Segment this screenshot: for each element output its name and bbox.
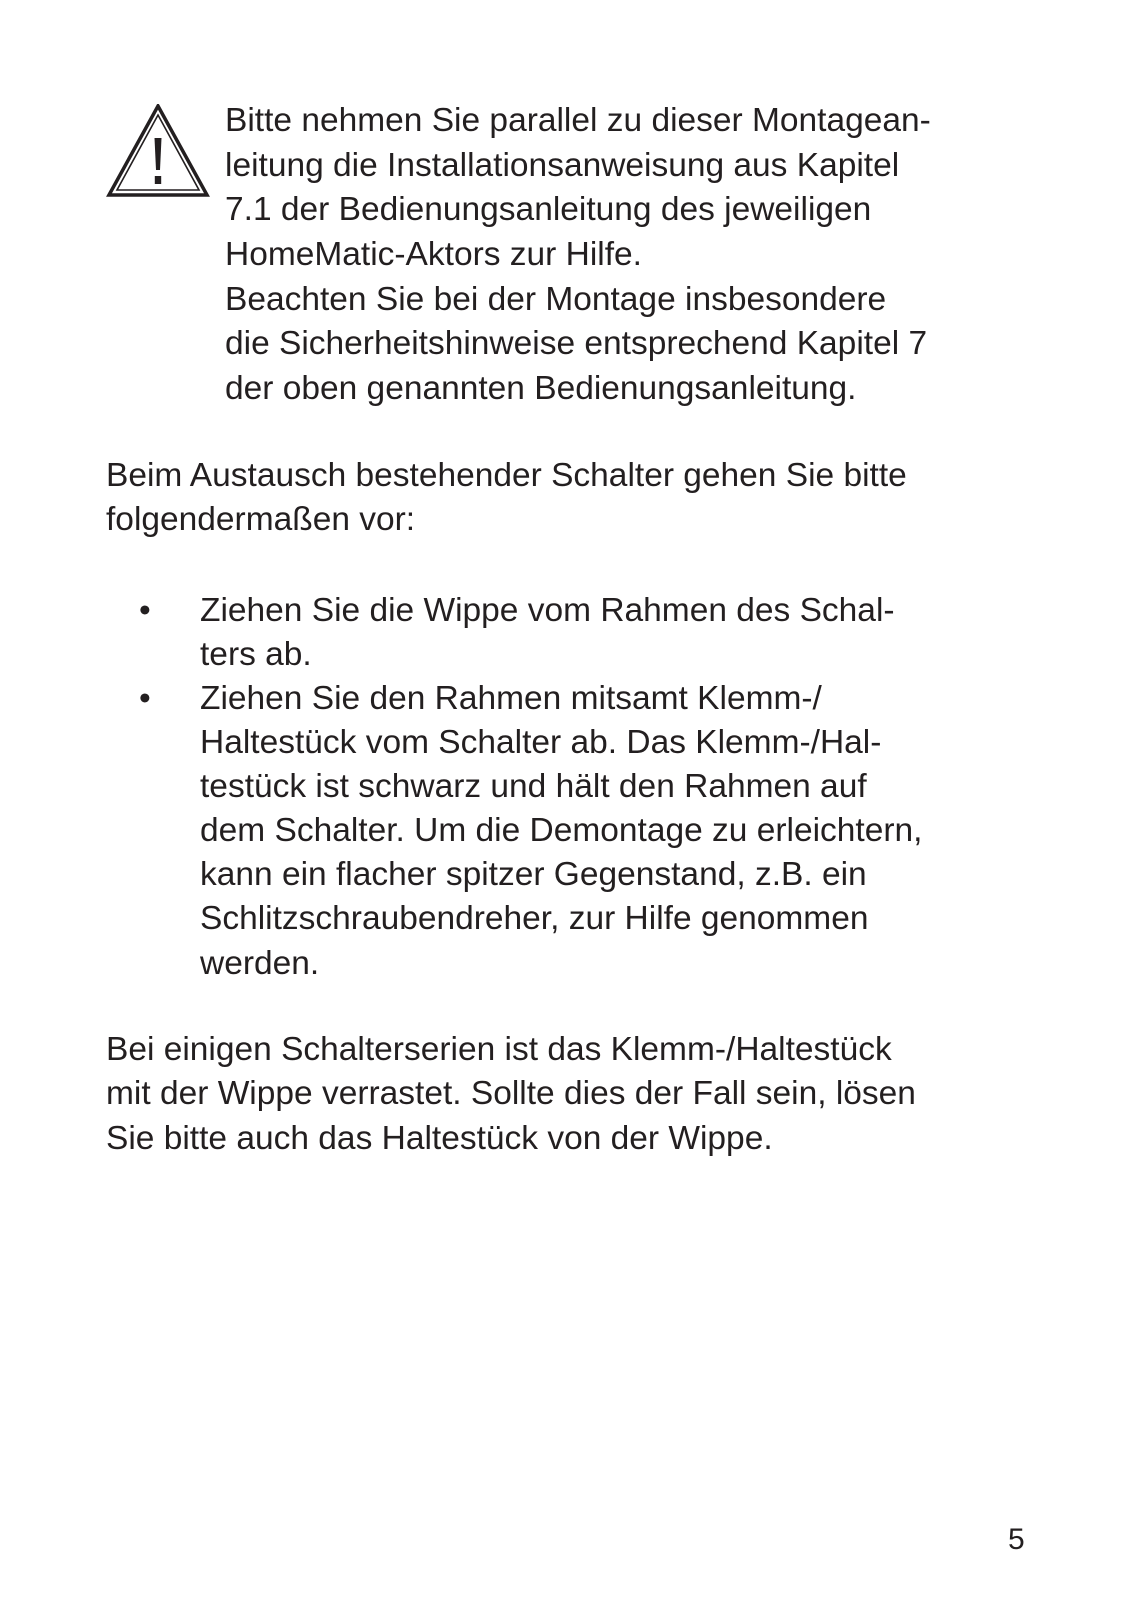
step-line: ters ab. bbox=[200, 636, 312, 673]
intro-line: folgendermaßen vor: bbox=[106, 501, 416, 538]
warning-line: 7.1 der Bedienungsanleitung des jeweiligen bbox=[225, 191, 872, 228]
step-line: kann ein flacher spitzer Gegenstand, z.B. ein bbox=[200, 856, 867, 893]
step-line: Ziehen Sie die Wippe vom Rahmen des Schal- bbox=[200, 592, 895, 629]
bullet-marker: • bbox=[139, 680, 151, 717]
warning-line: der oben genannten Bedienungsanleitung. bbox=[225, 370, 857, 407]
step-line: dem Schalter. Um die Demontage zu erleichtern, bbox=[200, 812, 923, 849]
warning-line: leitung die Installationsanweisung aus Kapitel bbox=[225, 147, 900, 184]
step-line: testück ist schwarz und hält den Rahmen auf bbox=[200, 768, 867, 805]
step-line: werden. bbox=[200, 945, 320, 982]
note-line: Sie bitte auch das Haltestück von der Wippe. bbox=[106, 1120, 773, 1157]
step-line: Haltestück vom Schalter ab. Das Klemm-/Hal- bbox=[200, 724, 882, 761]
warning-triangle-icon bbox=[106, 104, 210, 198]
note-line: Bei einigen Schalterserien ist das Klemm-/Haltestück bbox=[106, 1031, 892, 1068]
step-line: Ziehen Sie den Rahmen mitsamt Klemm-/ bbox=[200, 680, 822, 717]
warning-line: HomeMatic-Aktors zur Hilfe. bbox=[225, 236, 642, 273]
page-number: 5 bbox=[1008, 1523, 1025, 1556]
warning-line: Beachten Sie bei der Montage insbesondere bbox=[225, 281, 887, 318]
step-line: Schlitzschraubendreher, zur Hilfe genommen bbox=[200, 900, 869, 937]
intro-line: Beim Austausch bestehender Schalter gehen Sie bitte bbox=[106, 457, 907, 494]
note-line: mit der Wippe verrastet. Sollte dies der Fall sein, lösen bbox=[106, 1075, 916, 1112]
warning-line: die Sicherheitshinweise entsprechend Kapitel 7 bbox=[225, 325, 928, 362]
bullet-marker: • bbox=[139, 592, 151, 629]
warning-line: Bitte nehmen Sie parallel zu dieser Montagean- bbox=[225, 102, 931, 139]
